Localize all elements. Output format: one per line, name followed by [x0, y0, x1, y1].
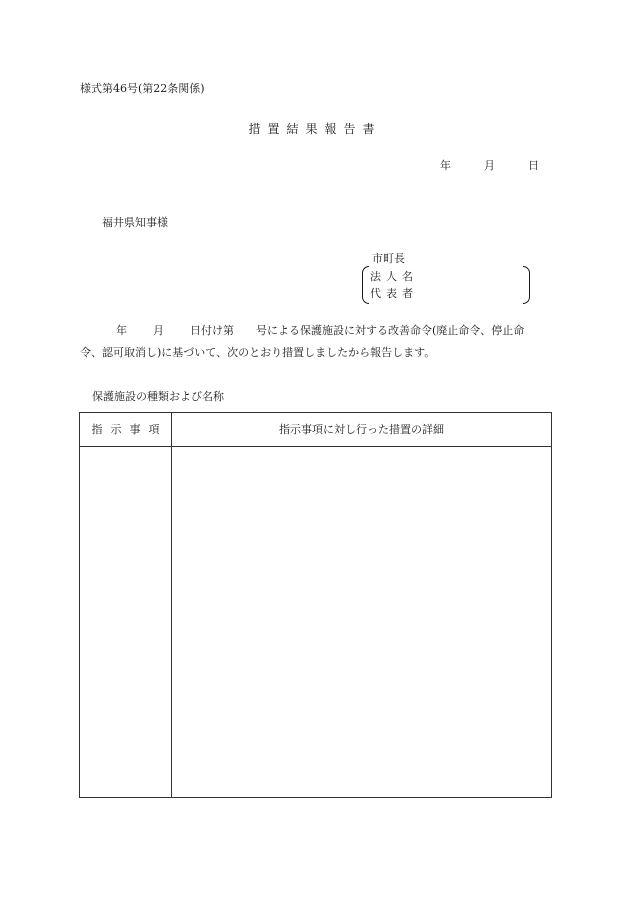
right-bracket — [523, 266, 530, 304]
header-instruction: 指示事項 — [91, 423, 168, 436]
measures-cell[interactable] — [172, 447, 551, 797]
document-title: 措置結果報告書 — [248, 122, 382, 136]
header-measures-detail: 指示事項に対し行った措置の詳細 — [279, 423, 444, 436]
body-month-label: 月 — [153, 324, 164, 337]
facility-type-label: 保護施設の種類および名称 — [92, 390, 224, 403]
instruction-cell[interactable] — [80, 447, 171, 797]
body-line-1 — [80, 320, 552, 342]
date-day-label: 日 — [528, 159, 539, 172]
body-line-2: 令、認可取消し)に基づいて、次のとおり措置しましたから報告します。 — [80, 346, 436, 359]
date-month-label: 月 — [484, 159, 495, 172]
body-year-label: 年 — [116, 324, 127, 337]
results-table — [79, 412, 552, 798]
representative-label: 代表者 — [370, 287, 418, 300]
addressee: 福井県知事様 — [102, 216, 168, 229]
body-paragraph — [80, 320, 552, 364]
form-number: 様式第46号(第22条関係) — [80, 82, 205, 95]
corporate-name-label: 法人名 — [370, 270, 418, 283]
date-line — [440, 157, 539, 173]
sender-bracket — [362, 266, 530, 302]
body-line-1-rest: 日付け第 号による保護施設に対する改善命令(廃止命令、停止命 — [190, 324, 525, 337]
sender-municipality: 市町長 — [372, 252, 405, 265]
date-year-label: 年 — [440, 159, 451, 172]
left-bracket — [362, 266, 369, 304]
